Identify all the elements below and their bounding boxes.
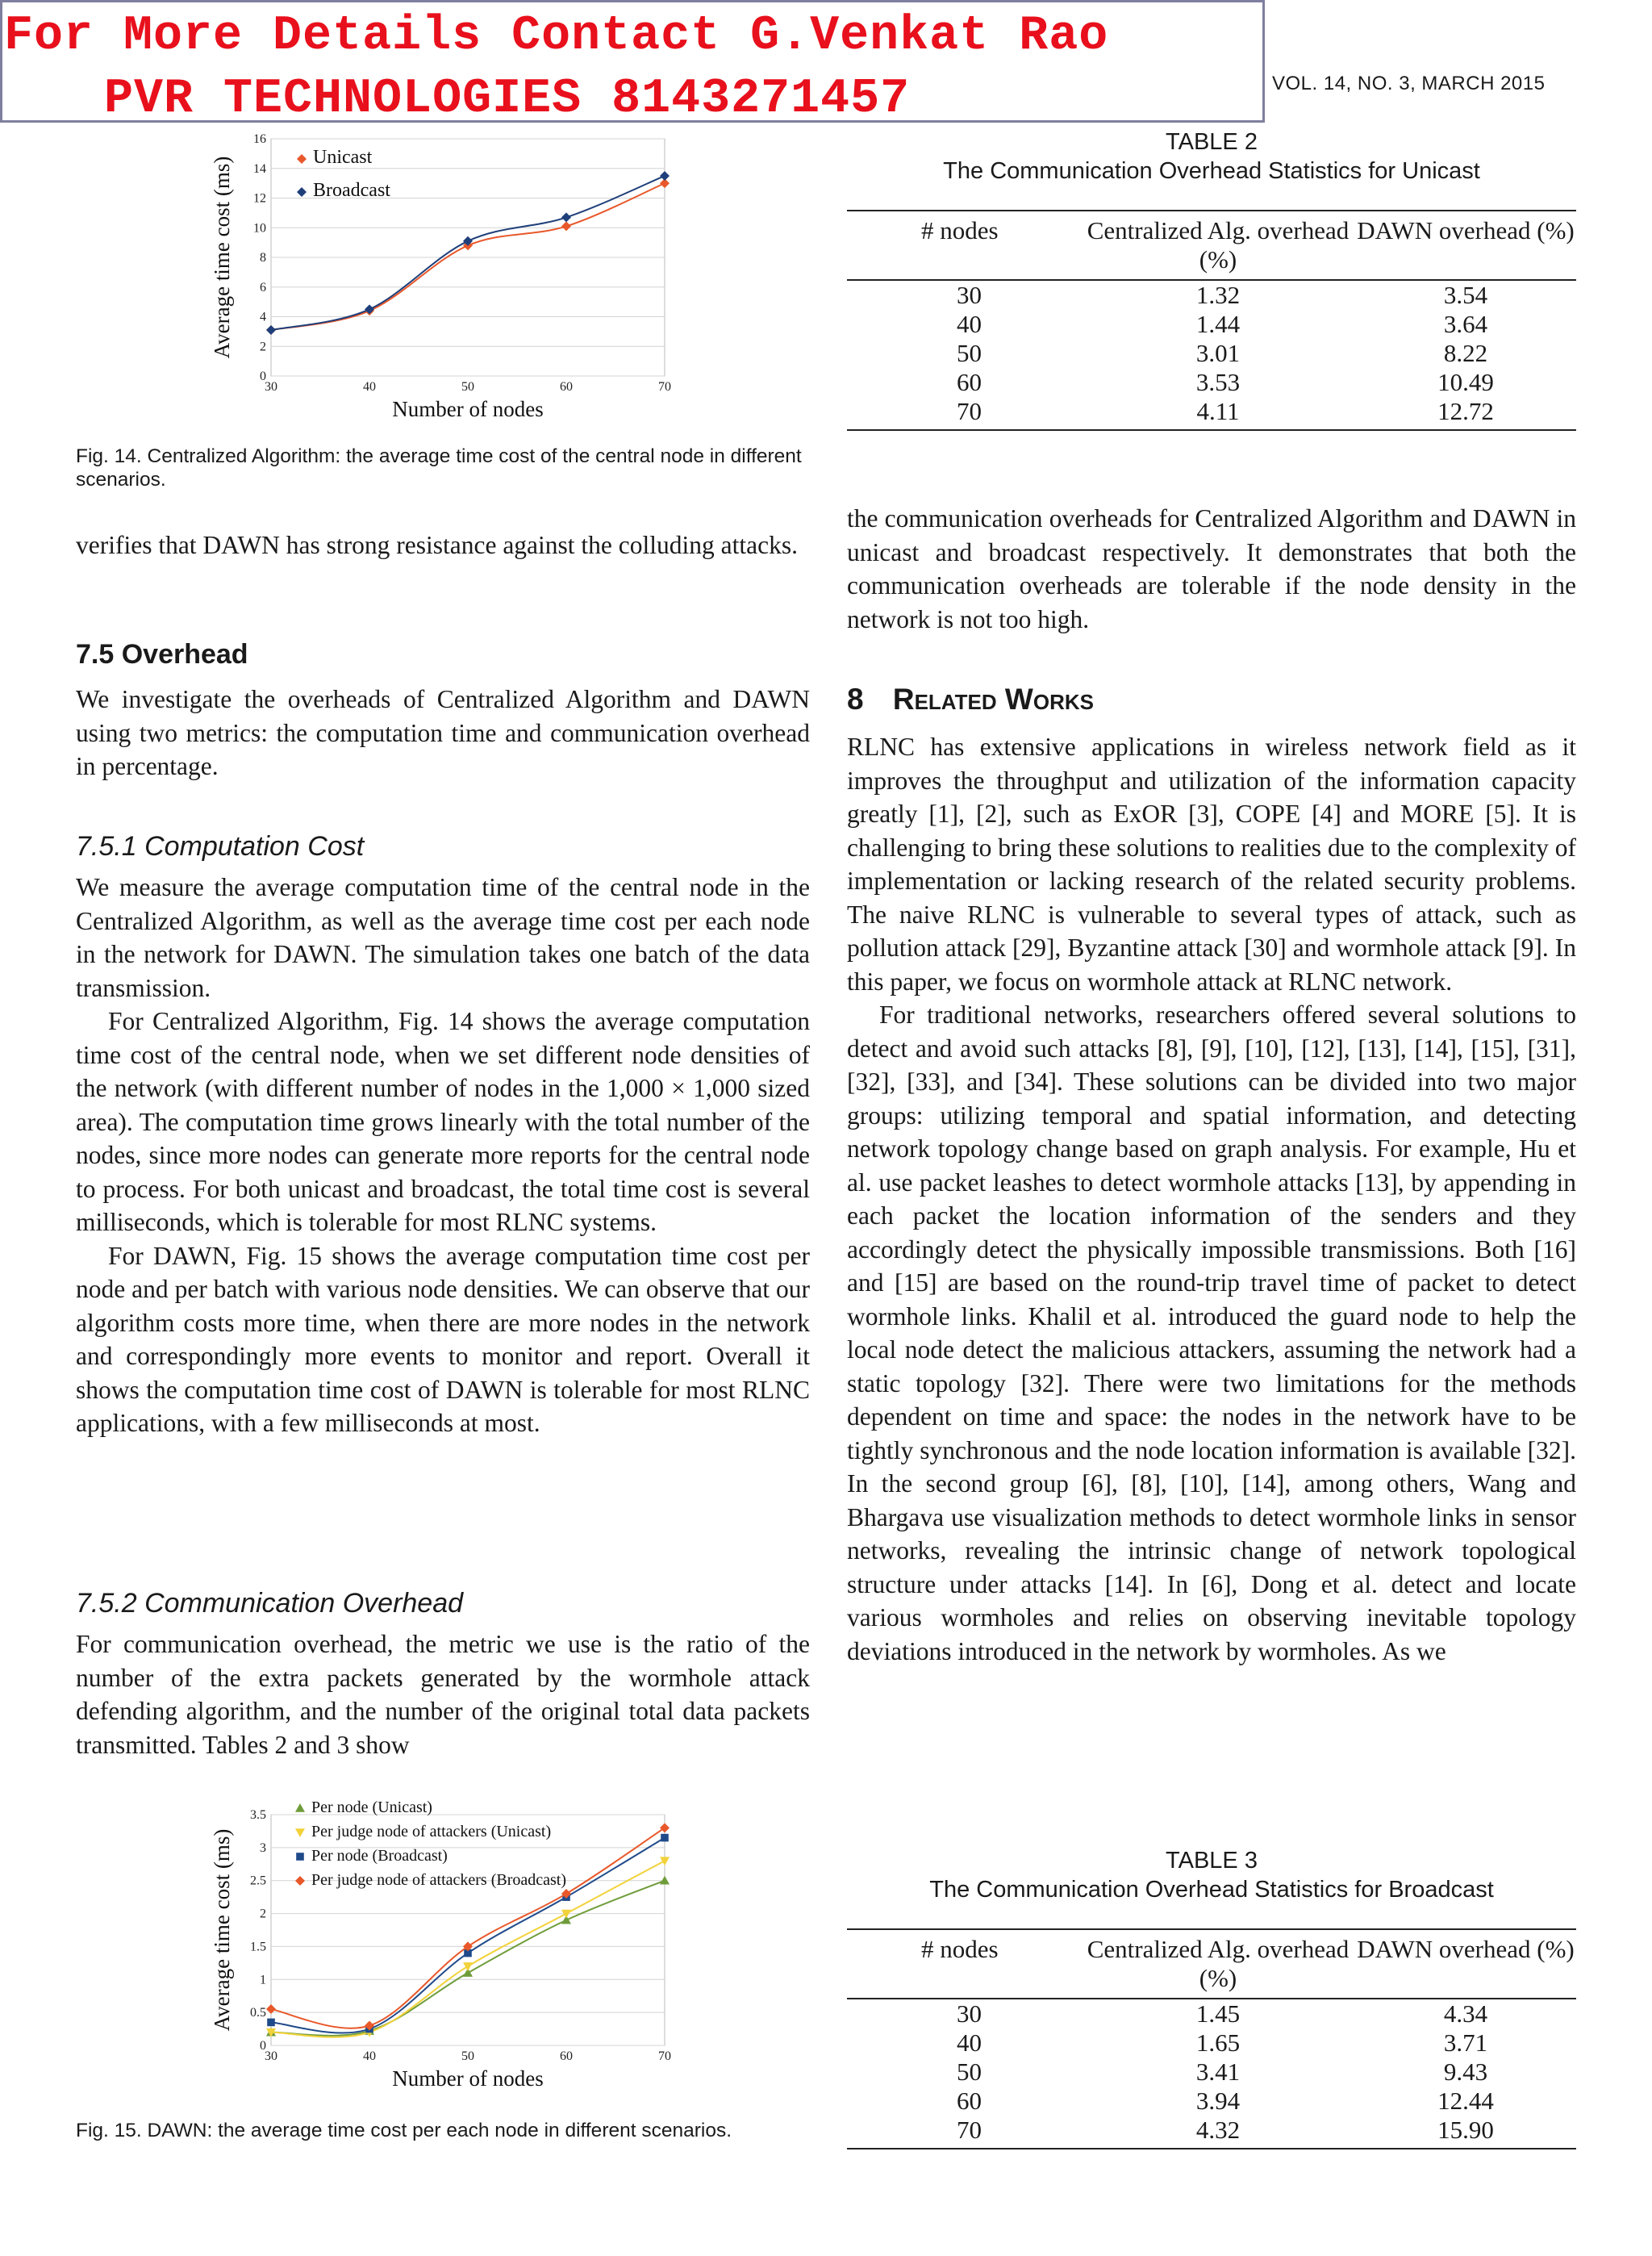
x-tick-label: 70 <box>658 380 671 394</box>
y-tick-label: 16 <box>253 132 266 146</box>
table-row <box>847 339 1576 368</box>
series-line <box>271 183 665 330</box>
table-cell: 4.32 <box>1195 2116 1241 2144</box>
x-tick-label: 70 <box>658 2049 671 2063</box>
section-8-title <box>847 683 1094 716</box>
table3-title: The Communication Overhead Statistics for Broadcast <box>929 1877 1494 1903</box>
para-7-5-1a: We measure the average computation time of the central node in the Centralized Algorithm, as well as the average time cost per each node in the network for DAWN. The simulation takes one batch of the data transmission. <box>76 873 810 1002</box>
section-7-5-2-title: 7.5.2 Communication Overhead <box>76 1588 464 1619</box>
table-cell: 70 <box>957 2116 982 2144</box>
x-tick-label: 30 <box>265 380 277 394</box>
table-cell: 15.90 <box>1437 2116 1494 2144</box>
fig15-chart <box>202 1787 686 2102</box>
banner-line2: PVR TECHNOLOGIES 8143271457 <box>104 72 911 127</box>
x-tick-label: 50 <box>461 380 474 394</box>
para-7-5: We investigate the overheads of Centralized Algorithm and DAWN using two metrics: the computation time and communication overhead in percentage. <box>76 685 810 780</box>
x-tick-label: 30 <box>265 2049 277 2063</box>
table-row <box>847 2087 1576 2116</box>
table-cell: 30 <box>957 281 982 309</box>
table-cell: 50 <box>957 2058 982 2086</box>
legend-label: Broadcast <box>313 180 390 201</box>
y-tick-label: 8 <box>260 251 266 265</box>
data-point <box>660 171 670 181</box>
x-tick-label: 50 <box>461 2049 474 2063</box>
section-8-text: Related Works <box>892 683 1094 716</box>
x-tick-label: 40 <box>363 380 376 394</box>
data-point <box>660 1823 670 1832</box>
legend-label: Per node (Unicast) <box>311 1799 432 1816</box>
x-axis-label: Number of nodes <box>392 397 544 421</box>
table2-title: The Communication Overhead Statistics for Unicast <box>943 158 1480 184</box>
table-row <box>847 280 1576 310</box>
table-cell: 40 <box>957 310 982 338</box>
data-point <box>561 1910 571 1919</box>
legend-marker <box>296 1853 304 1861</box>
y-axis-label: Average time cost (ms) <box>210 156 234 359</box>
y-tick-label: 10 <box>253 221 266 236</box>
table-cell: 70 <box>957 397 982 425</box>
table-cell: 1.32 <box>1195 281 1241 309</box>
y-axis-label: Average time cost (ms) <box>210 1828 234 2032</box>
y-tick-label: 2 <box>260 1907 266 1921</box>
table-cell: 12.72 <box>1437 397 1494 425</box>
table2-caption <box>847 127 1576 186</box>
table-cell: 1.45 <box>1195 1999 1241 2028</box>
table-row <box>847 397 1576 430</box>
table-cell: 60 <box>957 2087 982 2115</box>
legend-marker <box>297 154 307 164</box>
table-cell: 30 <box>957 1999 982 2028</box>
table3-header-nodes: # nodes <box>921 1935 999 1963</box>
table-cell: 10.49 <box>1437 368 1494 396</box>
table2 <box>847 210 1576 431</box>
table-cell: 60 <box>957 368 982 396</box>
table-cell: 50 <box>957 339 982 367</box>
table-cell: 3.54 <box>1443 281 1488 309</box>
data-point <box>561 221 571 231</box>
table-cell: 9.43 <box>1443 2058 1488 2086</box>
y-tick-label: 3.5 <box>250 1808 266 1822</box>
data-point <box>267 2019 275 2027</box>
x-tick-label: 60 <box>560 380 573 394</box>
y-tick-label: 2.5 <box>250 1874 266 1888</box>
contact-banner <box>0 0 1265 127</box>
table-row <box>847 2058 1576 2087</box>
legend-marker <box>295 1803 305 1812</box>
section-8-number: 8 <box>847 683 864 716</box>
y-tick-label: 0 <box>260 2039 266 2053</box>
y-tick-label: 3 <box>260 1840 266 1855</box>
table2-header-dawn: DAWN overhead (%) <box>1357 216 1575 244</box>
y-tick-label: 14 <box>253 161 266 176</box>
table2-header-centralized: Centralized Alg. overhead (%) <box>1087 216 1350 274</box>
legend-label: Per judge node of attackers (Broadcast) <box>311 1871 566 1889</box>
table-cell: 3.53 <box>1195 368 1241 396</box>
fig14-chart <box>202 129 686 428</box>
section-7-5-1-title: 7.5.1 Computation Cost <box>76 831 365 862</box>
y-tick-label: 0.5 <box>250 2006 266 2020</box>
table-cell: 1.44 <box>1195 310 1241 338</box>
para-8a: RLNC has extensive applications in wireless network field as it improves the throughput and utilization of the information capacity greatly [1], [2], such as ExOR [3], COPE [4] and MORE [5]. It is challenging to bring these solutions to realities due to the complexity of implementation or lacking research of the related security problems. The naive RLNC is vulnerable to several types of attack, such as pollution attack [29], Byzantine attack [30] and wormhole attack [9]. In this paper, we focus on wormhole attack at RLNC network. <box>847 733 1576 996</box>
table3-header-dawn: DAWN overhead (%) <box>1357 1935 1575 1963</box>
right-para-cont: the communication overheads for Centralized Algorithm and DAWN in unicast and broadcast respectively. It demonstrates that both the communication overheads are tolerable if the node density in the network is not too high. <box>847 504 1576 633</box>
journal-header: VOL. 14, NO. 3, MARCH 2015 <box>1272 73 1546 94</box>
table-cell: 4.11 <box>1196 397 1240 425</box>
series-line <box>271 1838 665 2033</box>
fig15-caption: Fig. 15. DAWN: the average time cost per each node in different scenarios. <box>76 2120 732 2141</box>
banner-line1: For More Details Contact G.Venkat Rao <box>4 9 1109 64</box>
table3-caption <box>847 1846 1576 1904</box>
table-row <box>847 368 1576 397</box>
data-point <box>561 212 571 222</box>
y-tick-label: 2 <box>260 340 266 354</box>
legend-label: Per node (Broadcast) <box>311 1847 448 1865</box>
data-point <box>463 1962 473 1971</box>
fig14-caption: Fig. 14. Centralized Algorithm: the average time cost of the central node in different scenarios. <box>76 445 802 491</box>
table-cell: 3.71 <box>1443 2028 1488 2057</box>
data-point <box>660 1857 670 1865</box>
y-tick-label: 6 <box>260 280 266 295</box>
y-tick-label: 0 <box>260 370 266 383</box>
x-tick-label: 60 <box>560 2049 573 2063</box>
x-axis-label: Number of nodes <box>392 2066 544 2091</box>
data-point <box>660 1876 670 1885</box>
y-tick-label: 4 <box>260 310 266 324</box>
y-tick-label: 1.5 <box>250 1940 266 1954</box>
table2-label: TABLE 2 <box>1166 129 1258 155</box>
table-row <box>847 2028 1576 2058</box>
table-cell: 40 <box>957 2028 982 2057</box>
table-cell: 8.22 <box>1443 339 1488 367</box>
table3-header-centralized: Centralized Alg. overhead (%) <box>1087 1935 1350 1992</box>
x-tick-label: 40 <box>363 2049 376 2063</box>
data-point <box>266 325 276 335</box>
para-8b: For traditional networks, researchers offered several solutions to detect and avoid such attacks [8], [9], [10], [12], [13], [14], [15], [31], [32], [33], and [34]. These solutions can be divided into two major groups: utilizing temporal and spatial information, and detecting network topology change based on graph analysis. For example, Hu et al. use packet leashes to detect wormhole attacks [13], by appending in each packet the location information of the senders and they accordingly detect the physically impossible transmissions. Both [16] and [15] are based on the round-trip travel time of packet to detect wormhole links. Khalil et al. introduced the guard node to help the local node detect the malicious attackers, assuming the network had a static topology [32]. There were two limitations for the methods dependent on time and space: the nodes in the network have to be tightly synchronous and the node location information is available [32]. In the second group [6], [8], [10], [14], among others, Wang and Bhargava use visualization methods to detect wormhole links in sensor networks, revealing the intrinsic change of network topological structure under attacks [14]. In [6], Dong et al. detect and locate various wormholes and relies on observing inevitable topology deviations introduced in the network by wormholes. As we <box>847 1001 1576 1665</box>
para-7-5-2: For communication overhead, the metric we use is the ratio of the number of the extra packets generated by the wormhole attack defending algorithm, and the number of the original total data packets transmitted. Tables 2 and 3 show <box>76 1630 810 1759</box>
legend-label: Unicast <box>313 147 373 168</box>
legend-label: Per judge node of attackers (Unicast) <box>311 1823 552 1840</box>
table2-header-nodes: # nodes <box>921 216 999 244</box>
y-tick-label: 1 <box>260 1973 266 1987</box>
y-tick-label: 12 <box>253 191 266 206</box>
table3-label: TABLE 3 <box>1166 1848 1258 1874</box>
table-cell: 1.65 <box>1195 2028 1241 2057</box>
table-row <box>847 310 1576 339</box>
table-cell: 3.41 <box>1195 2058 1241 2086</box>
table-cell: 3.01 <box>1195 339 1241 367</box>
table-cell: 3.94 <box>1195 2087 1241 2115</box>
table-row <box>847 1999 1576 2028</box>
section-7-5-title: 7.5 Overhead <box>76 639 248 670</box>
table-cell: 12.44 <box>1437 2087 1494 2115</box>
data-point <box>661 1834 669 1842</box>
legend-marker <box>295 1876 305 1886</box>
table3 <box>847 1928 1576 2149</box>
legend-marker <box>295 1828 305 1837</box>
left-para-intro: verifies that DAWN has strong resistance against the colluding attacks. <box>76 531 798 559</box>
para-7-5-1b: For Centralized Algorithm, Fig. 14 shows the average computation time cost of the central node, when we set different node densities of the network (with different number of nodes in the 1,000 × 1,000 sized area). The computation time grows linearly with the total number of the nodes, since more nodes can generate more reports for the central node to process. For both unicast and broadcast, the total time cost is several milliseconds, which is tolerable for most RLNC systems. <box>76 1007 810 1236</box>
table-cell: 4.34 <box>1443 1999 1488 2028</box>
para-7-5-1c: For DAWN, Fig. 15 shows the average computation time cost per node and per batch with various node densities. We can observe that our algorithm costs more time, when there are more nodes in the network and correspondingly more events to monitor and report. Overall it shows the computation time cost of DAWN is tolerable for most RLNC applications, with a few milliseconds at most. <box>76 1241 810 1437</box>
legend-marker <box>297 187 307 197</box>
table-cell: 3.64 <box>1443 310 1488 338</box>
table-row <box>847 2116 1576 2149</box>
